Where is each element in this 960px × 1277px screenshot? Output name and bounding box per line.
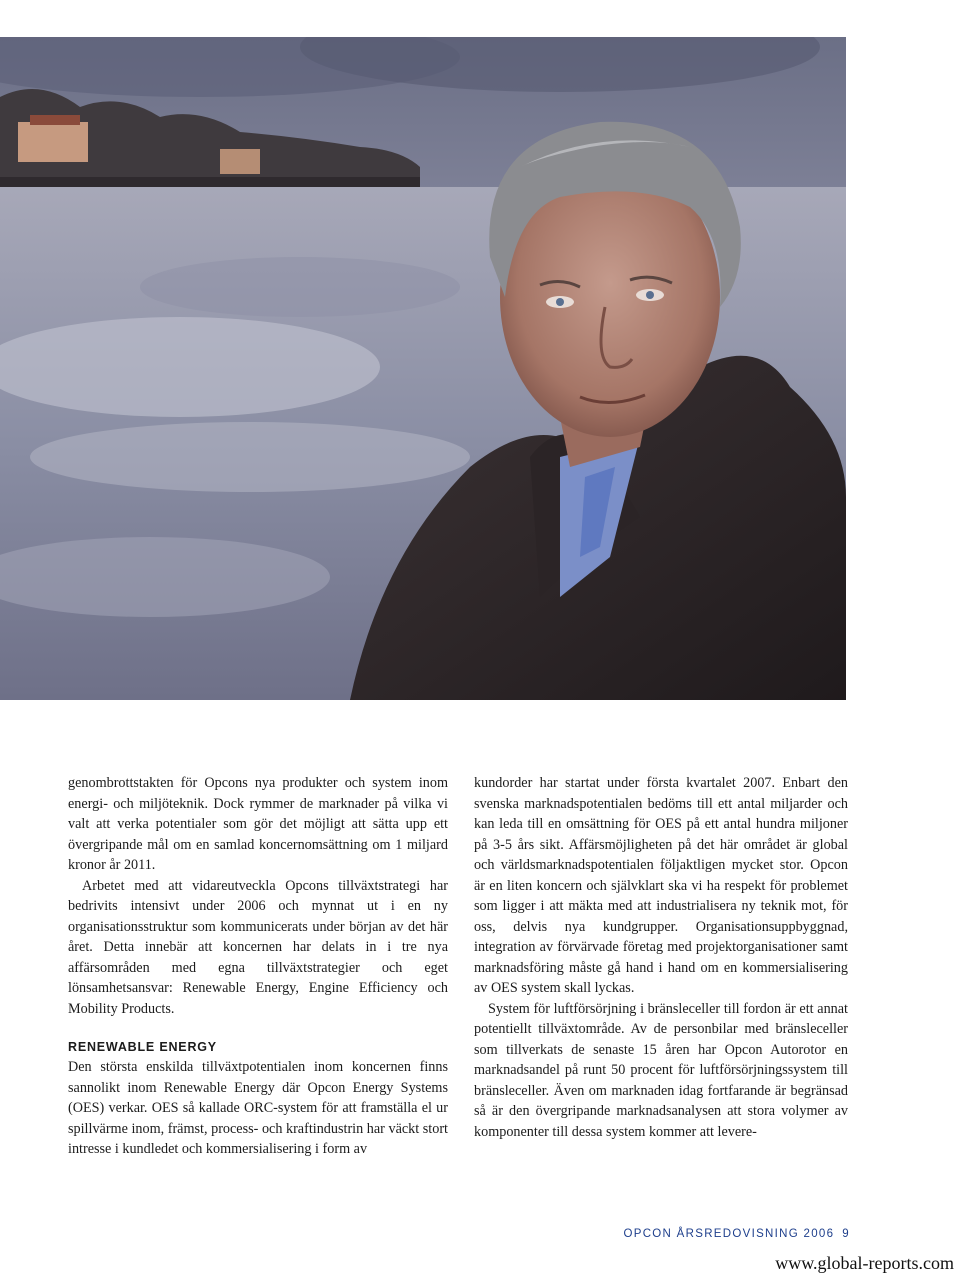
right-paragraph-2: System för luftförsörjning i bränsleceller till fordon är ett annat potentiellt tillväxtområde. Av de personbilar med bränsleceller som tillverkats de senaste 15 åren har Opcon Autorotor en marknadsandel på runt 50 procent för luftförsörjningssystem till bränsleceller. Även om marknaden idag fortfarande är begränsad så är den övergripande marknadsanalysen att stora volymer av komponenter till dessa system kommer att levere- bbox=[474, 1000, 848, 1140]
page-number: 9 bbox=[842, 1228, 850, 1240]
report-title: OPCON ÅRSREDOVISNING 2006 bbox=[623, 1228, 835, 1240]
left-paragraph-3: Den största enskilda tillväxtpotentialen inom koncernen finns sannolikt inom Renewable Energy där Opcon Energy Systems (OES) verkar. OES så kallade ORC-system för att framställa el ur spillvärme inom, främst, process- och kraftindustrin har väckt stort intresse i kundledet och kommersialisering i form av bbox=[68, 1059, 448, 1157]
left-column bbox=[68, 773, 448, 1160]
left-paragraph-1: genombrottstakten för Opcons nya produkter och system inom energi- och miljöteknik. Dock rymmer de marknader på vilka vi valt att verka potentialer som gör det möjligt att sätta upp ett övergripande mål om en samlad koncernomsättning om 1 miljard kronor år 2011. bbox=[68, 775, 448, 873]
right-paragraph-1: kundorder har startat under första kvartalet 2007. Enbart den svenska marknadspotentialen bedöms till ett antal miljarder och kan leda till en omsättning för OES på ett antal hundra miljoner på 3-5 års sikt. Affärsmöjligheten på det här området är global och världsmarknadspotentialen följaktligen mycket stor. Opcon är en liten koncern och självklart ska vi ha respekt för problemet som ligger i att mäkta med att industrialisera ny teknik mot, för oss, delvis nya kundgrupper. Organisationsuppbyggnad, integration av förvärvade företag med projektorganisationer samt marknadsföring måste gå hand i hand om en kommersialisering av OES system skall lyckas. bbox=[474, 775, 848, 996]
portrait-photo bbox=[0, 37, 846, 700]
footer-label bbox=[623, 1228, 850, 1240]
watermark-link[interactable]: www.global-reports.com bbox=[775, 1253, 954, 1273]
right-column bbox=[474, 773, 848, 1142]
section-heading: RENEWABLE ENERGY bbox=[68, 1040, 217, 1054]
left-paragraph-2: Arbetet med att vidareutveckla Opcons tillväxtstrategi har bedrivits intensivt under 2006 och mynnat ut i en ny organisationsstruktur som kommunicerats under början av det här året. Detta innebär att koncernen har delats in i tre nya affärsområden med egna tillväxtstrategier och eget lönsamhetsansvar: Renewable Energy, Engine Efficiency och Mobility Products. bbox=[68, 877, 448, 1017]
